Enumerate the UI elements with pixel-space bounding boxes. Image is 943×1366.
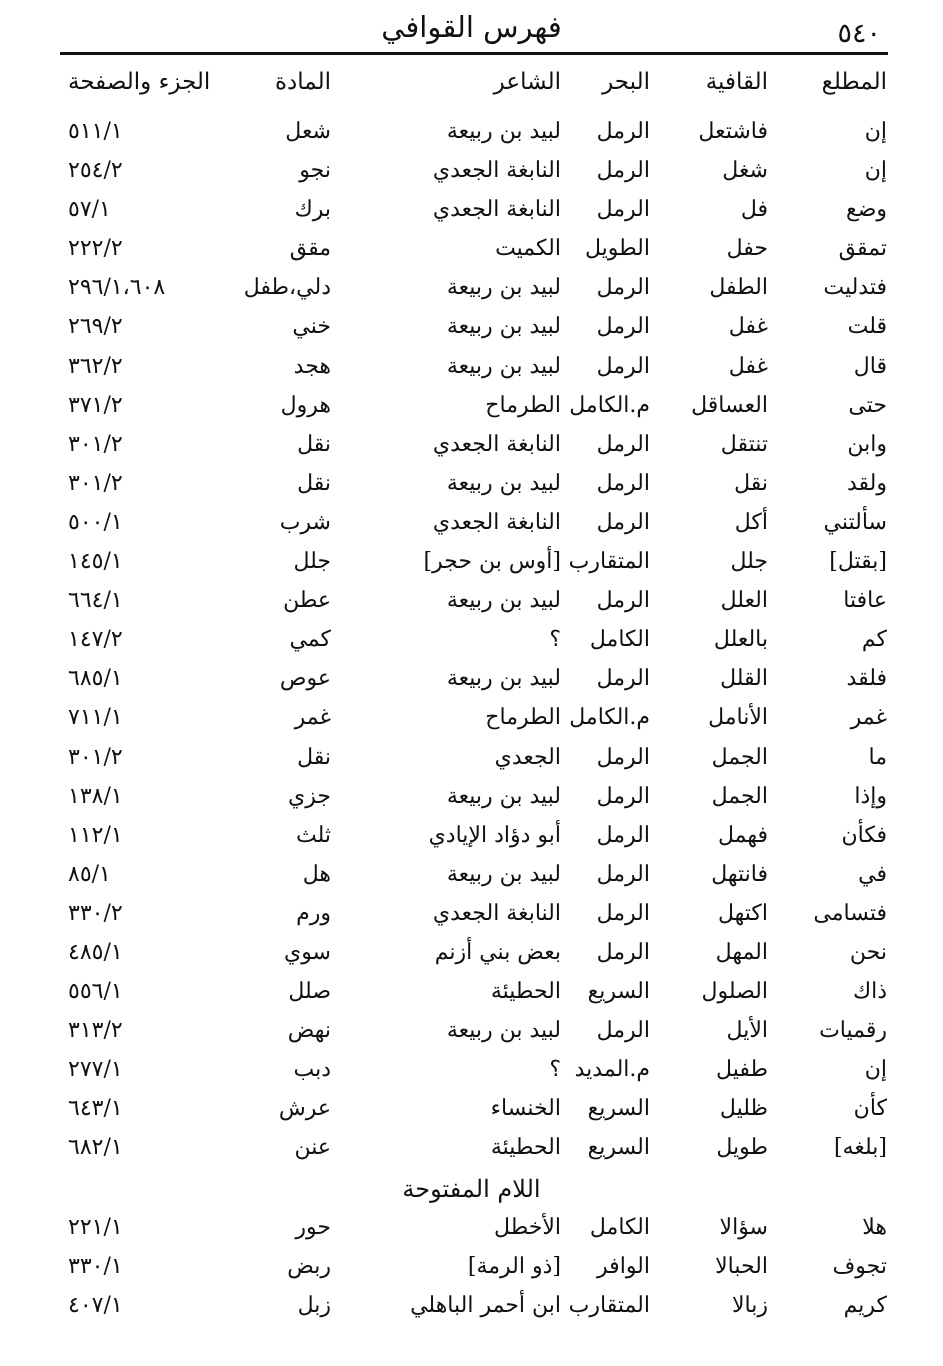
table-row bbox=[0, 779, 943, 818]
cell-madda: دبب bbox=[293, 1057, 331, 1083]
cell-page: ٥٠٠/١ bbox=[68, 509, 123, 535]
cell-shaer: لبيد بن ربيعة bbox=[446, 1018, 561, 1044]
cell-qafiya: اكتهل bbox=[717, 900, 768, 926]
table-row bbox=[0, 935, 943, 974]
table-row bbox=[0, 427, 943, 466]
cell-matla: إن bbox=[864, 1057, 887, 1083]
index-table bbox=[0, 114, 943, 1327]
table-row bbox=[0, 309, 943, 348]
cell-page: ١٤٧/٢ bbox=[68, 627, 123, 653]
cell-bahr: الرمل bbox=[596, 588, 650, 614]
cell-shaer: لبيد بن ربيعة bbox=[446, 119, 561, 144]
cell-madda: شرب bbox=[279, 509, 331, 535]
cell-madda: غمر bbox=[294, 705, 331, 731]
header-qafiya: القافية bbox=[705, 69, 768, 95]
cell-shaer: الحطيئة bbox=[490, 1135, 561, 1161]
cell-page: ٣٣٠/٢ bbox=[68, 900, 123, 926]
cell-madda: دلي،طفل bbox=[243, 275, 331, 301]
cell-madda: صلل bbox=[288, 979, 331, 1005]
cell-bahr: الرمل bbox=[596, 939, 650, 965]
cell-qafiya: طويل bbox=[716, 1135, 768, 1161]
cell-shaer: لبيد بن ربيعة bbox=[446, 861, 561, 887]
table-row bbox=[0, 114, 943, 153]
cell-qafiya: الصلول bbox=[701, 979, 768, 1005]
cell-shaer: لبيد بن ربيعة bbox=[446, 275, 561, 301]
cell-qafiya: جلل bbox=[730, 549, 768, 575]
header-madda: المادة bbox=[275, 69, 331, 95]
cell-qafiya: فل bbox=[740, 197, 768, 223]
table-row bbox=[0, 505, 943, 544]
cell-qafiya: الطفل bbox=[709, 275, 768, 301]
cell-madda: عوص bbox=[279, 666, 331, 692]
cell-qafiya: حفل bbox=[726, 236, 768, 262]
cell-page: ٣٦٢/٢ bbox=[68, 353, 123, 379]
page-number: ٥٤٠ bbox=[837, 18, 881, 49]
cell-matla: وابن bbox=[847, 431, 887, 457]
cell-bahr: الرمل bbox=[596, 353, 650, 379]
cell-madda: مقق bbox=[289, 236, 331, 262]
table-row bbox=[0, 1130, 943, 1169]
cell-shaer: الطرماح bbox=[485, 705, 561, 731]
cell-shaer: النابغة الجعدي bbox=[432, 900, 561, 926]
cell-page: ٥٥٦/١ bbox=[68, 979, 123, 1005]
cell-qafiya: فاشتعل bbox=[698, 119, 768, 144]
cell-madda: سوي bbox=[283, 939, 331, 965]
cell-page: ٥٧/١ bbox=[68, 197, 111, 223]
cell-qafiya: المهل bbox=[715, 939, 768, 965]
cell-qafiya: الأيل bbox=[726, 1018, 768, 1044]
cell-bahr: الرمل bbox=[596, 275, 650, 301]
cell-madda: هل bbox=[302, 861, 331, 887]
cell-matla: [بقتل] bbox=[829, 549, 887, 575]
cell-page: ٣٠١/٢ bbox=[68, 431, 123, 457]
cell-madda: نهض bbox=[287, 1018, 331, 1044]
cell-matla: هلا bbox=[862, 1214, 887, 1240]
cell-shaer: لبيد بن ربيعة bbox=[446, 353, 561, 379]
cell-madda: عطن bbox=[283, 588, 331, 614]
cell-matla: رقميات bbox=[819, 1018, 887, 1044]
cell-page: ٢٢٢/٢ bbox=[68, 236, 123, 262]
cell-bahr: الكامل bbox=[589, 1214, 650, 1240]
cell-matla: تمقق bbox=[838, 236, 887, 262]
section-title: اللام المفتوحة bbox=[402, 1174, 541, 1203]
cell-matla: كم bbox=[861, 627, 887, 653]
cell-bahr: المتقارب bbox=[568, 1292, 650, 1318]
table-row bbox=[0, 818, 943, 857]
cell-shaer: لبيد بن ربيعة bbox=[446, 588, 561, 614]
page-title: فهرس القوافي bbox=[381, 10, 562, 44]
table-row bbox=[0, 1091, 943, 1130]
cell-matla: فلقد bbox=[846, 666, 887, 692]
cell-matla: حتى bbox=[848, 392, 887, 418]
table-row bbox=[0, 1052, 943, 1091]
cell-qafiya: ظليل bbox=[719, 1096, 768, 1122]
header-page: الجزء والصفحة bbox=[68, 69, 211, 95]
cell-shaer: بعض بني أزنم bbox=[434, 939, 561, 965]
cell-page: ٢٩٦/١،٦٠٨ bbox=[68, 275, 166, 301]
cell-page: ٦٨٥/١ bbox=[68, 666, 123, 692]
cell-matla: ذاك bbox=[852, 979, 887, 1005]
cell-page: ٢٧٧/١ bbox=[68, 1057, 123, 1083]
table-row bbox=[0, 622, 943, 661]
table-row bbox=[0, 974, 943, 1013]
cell-bahr: السريع bbox=[587, 979, 650, 1005]
table-row bbox=[0, 544, 943, 583]
header-matla: المطلع bbox=[821, 69, 887, 95]
cell-shaer: لبيد بن ربيعة bbox=[446, 783, 561, 809]
cell-shaer: [أوس بن حجر] bbox=[423, 549, 561, 575]
cell-qafiya: شغل bbox=[722, 158, 768, 184]
cell-bahr: الرمل bbox=[596, 744, 650, 770]
cell-madda: نقل bbox=[297, 744, 331, 770]
cell-matla: نحن bbox=[849, 939, 887, 965]
cell-qafiya: العساقل bbox=[691, 392, 768, 418]
cell-bahr: الرمل bbox=[596, 861, 650, 887]
cell-madda: هجد bbox=[293, 353, 331, 379]
cell-qafiya: غفل bbox=[728, 314, 768, 340]
cell-qafiya: الأنامل bbox=[708, 705, 768, 731]
cell-page: ٦٤٣/١ bbox=[68, 1096, 123, 1122]
cell-qafiya: القلل bbox=[720, 666, 768, 692]
cell-matla: قلت bbox=[847, 314, 887, 340]
cell-shaer: لبيد بن ربيعة bbox=[446, 314, 561, 340]
cell-bahr: الرمل bbox=[596, 900, 650, 926]
cell-shaer: النابغة الجعدي bbox=[432, 431, 561, 457]
cell-page: ٣٧١/٢ bbox=[68, 392, 123, 418]
cell-matla: كريم bbox=[843, 1292, 887, 1318]
header-bahr: البحر bbox=[602, 69, 650, 95]
cell-qafiya: العلل bbox=[720, 588, 768, 614]
cell-qafiya: تنتقل bbox=[720, 431, 768, 457]
cell-matla: وضع bbox=[845, 197, 887, 223]
cell-madda: جزي bbox=[288, 783, 331, 809]
cell-qafiya: فهمل bbox=[717, 822, 768, 848]
cell-qafiya: أكل bbox=[734, 509, 768, 535]
cell-qafiya: طفيل bbox=[716, 1057, 768, 1083]
table-row bbox=[0, 1210, 943, 1249]
cell-matla: في bbox=[858, 861, 887, 887]
cell-bahr: المتقارب bbox=[568, 549, 650, 575]
cell-shaer: أبو دؤاد الإيادي bbox=[428, 822, 561, 848]
column-headers bbox=[0, 64, 943, 104]
cell-page: ١٤٥/١ bbox=[68, 549, 123, 575]
cell-madda: نقل bbox=[297, 470, 331, 496]
table-row bbox=[0, 740, 943, 779]
cell-matla: كأن bbox=[853, 1096, 887, 1122]
table-row bbox=[0, 349, 943, 388]
cell-bahr: الرمل bbox=[596, 158, 650, 184]
cell-madda: برك bbox=[294, 197, 331, 223]
cell-shaer: الطرماح bbox=[485, 392, 561, 418]
table-row bbox=[0, 231, 943, 270]
cell-matla: فتدليت bbox=[823, 275, 887, 301]
cell-madda: حور bbox=[295, 1214, 331, 1240]
table-row bbox=[0, 1249, 943, 1288]
table-row bbox=[0, 896, 943, 935]
table-row bbox=[0, 1013, 943, 1052]
cell-shaer: الأخطل bbox=[494, 1214, 561, 1240]
cell-page: ٤٠٧/١ bbox=[68, 1292, 123, 1318]
cell-madda: ربض bbox=[287, 1253, 331, 1279]
section-heading bbox=[0, 1170, 943, 1210]
cell-shaer: لبيد بن ربيعة bbox=[446, 666, 561, 692]
cell-shaer: النابغة الجعدي bbox=[432, 197, 561, 223]
table-row bbox=[0, 1288, 943, 1327]
cell-qafiya: سؤالا bbox=[719, 1214, 768, 1240]
cell-matla: سألتني bbox=[823, 509, 887, 535]
cell-bahr: الرمل bbox=[596, 470, 650, 496]
table-row bbox=[0, 153, 943, 192]
cell-shaer: الحطيئة bbox=[490, 979, 561, 1005]
cell-qafiya: الحبالا bbox=[715, 1253, 768, 1279]
cell-shaer: النابغة الجعدي bbox=[432, 509, 561, 535]
cell-shaer: الخنساء bbox=[490, 1096, 561, 1122]
cell-shaer: النابغة الجعدي bbox=[432, 158, 561, 184]
header-rule bbox=[60, 52, 888, 55]
cell-madda: ورم bbox=[296, 900, 331, 926]
cell-page: ٣١٣/٢ bbox=[68, 1018, 123, 1044]
cell-madda: ثلث bbox=[295, 822, 331, 848]
cell-page: ١٣٨/١ bbox=[68, 783, 123, 809]
cell-page: ٨٥/١ bbox=[68, 861, 111, 887]
cell-qafiya: فانتهل bbox=[711, 861, 768, 887]
cell-madda: هرول bbox=[280, 392, 331, 418]
cell-page: ٦٦٤/١ bbox=[68, 588, 123, 614]
cell-bahr: م.المديد bbox=[574, 1057, 650, 1083]
cell-shaer: الكميت bbox=[495, 236, 561, 262]
cell-madda: عرش bbox=[278, 1096, 331, 1122]
cell-page: ٢٢١/١ bbox=[68, 1214, 123, 1240]
table-row bbox=[0, 192, 943, 231]
cell-bahr: الرمل bbox=[596, 197, 650, 223]
cell-qafiya: زبالا bbox=[732, 1292, 768, 1318]
table-row bbox=[0, 661, 943, 700]
cell-matla: غمر bbox=[850, 705, 887, 731]
cell-qafiya: غفل bbox=[728, 353, 768, 379]
cell-page: ٧١١/١ bbox=[68, 705, 123, 731]
cell-bahr: السريع bbox=[587, 1096, 650, 1122]
cell-matla: تجوف bbox=[832, 1253, 887, 1279]
table-row bbox=[0, 270, 943, 309]
table-row bbox=[0, 388, 943, 427]
cell-page: ٣٣٠/١ bbox=[68, 1253, 123, 1279]
cell-matla: إن bbox=[864, 158, 887, 184]
cell-matla: ولقد bbox=[846, 470, 887, 496]
cell-bahr: الرمل bbox=[596, 1018, 650, 1044]
cell-matla: قال bbox=[853, 353, 887, 379]
table-row bbox=[0, 857, 943, 896]
cell-matla: فتسامى bbox=[813, 900, 887, 926]
cell-matla: إن bbox=[864, 119, 887, 144]
cell-matla: عافتا bbox=[843, 588, 887, 614]
cell-madda: شعل bbox=[285, 119, 331, 144]
cell-page: ٣٠١/٢ bbox=[68, 744, 123, 770]
cell-matla: وإذا bbox=[854, 783, 887, 809]
cell-page: ٥١١/١ bbox=[68, 119, 123, 144]
cell-matla: ما bbox=[868, 744, 887, 770]
cell-madda: كمي bbox=[289, 627, 331, 653]
cell-bahr: الرمل bbox=[596, 783, 650, 809]
cell-qafiya: نقل bbox=[734, 470, 768, 496]
cell-madda: جلل bbox=[293, 549, 331, 575]
cell-qafiya: الجمل bbox=[711, 744, 768, 770]
cell-bahr: الطويل bbox=[584, 236, 650, 262]
table-row bbox=[0, 583, 943, 622]
cell-madda: نقل bbox=[297, 431, 331, 457]
cell-madda: نجو bbox=[299, 158, 331, 184]
cell-matla: [بلغه] bbox=[834, 1135, 887, 1161]
cell-shaer: الجعدي bbox=[494, 744, 561, 770]
cell-bahr: الرمل bbox=[596, 314, 650, 340]
cell-bahr: الرمل bbox=[596, 666, 650, 692]
cell-bahr: م.الكامل bbox=[569, 392, 650, 418]
cell-page: ٦٨٢/١ bbox=[68, 1135, 123, 1161]
cell-shaer: ؟ bbox=[549, 627, 561, 653]
cell-matla: فكأن bbox=[841, 822, 887, 848]
cell-bahr: الكامل bbox=[589, 627, 650, 653]
cell-bahr: الوافر bbox=[597, 1253, 650, 1279]
cell-bahr: السريع bbox=[587, 1135, 650, 1161]
cell-madda: خني bbox=[292, 314, 331, 340]
cell-madda: زبل bbox=[297, 1292, 331, 1318]
cell-page: ٢٦٩/٢ bbox=[68, 314, 123, 340]
cell-qafiya: الجمل bbox=[711, 783, 768, 809]
cell-shaer: لبيد بن ربيعة bbox=[446, 470, 561, 496]
cell-page: ١١٢/١ bbox=[68, 822, 123, 848]
cell-bahr: الرمل bbox=[596, 822, 650, 848]
cell-shaer: ؟ bbox=[549, 1057, 561, 1083]
cell-bahr: الرمل bbox=[596, 119, 650, 144]
cell-page: ٢٥٤/٢ bbox=[68, 158, 123, 184]
cell-bahr: الرمل bbox=[596, 509, 650, 535]
cell-page: ٣٠١/٢ bbox=[68, 470, 123, 496]
cell-bahr: م.الكامل bbox=[569, 705, 650, 731]
header-shaer: الشاعر bbox=[493, 69, 561, 95]
table-row bbox=[0, 466, 943, 505]
cell-bahr: الرمل bbox=[596, 431, 650, 457]
cell-shaer: ابن أحمر الباهلي bbox=[410, 1292, 561, 1318]
cell-madda: عنن bbox=[294, 1135, 331, 1161]
cell-page: ٤٨٥/١ bbox=[68, 939, 123, 965]
cell-qafiya: بالعلل bbox=[713, 627, 768, 653]
table-row bbox=[0, 700, 943, 739]
cell-shaer: [ذو الرمة] bbox=[467, 1253, 561, 1279]
